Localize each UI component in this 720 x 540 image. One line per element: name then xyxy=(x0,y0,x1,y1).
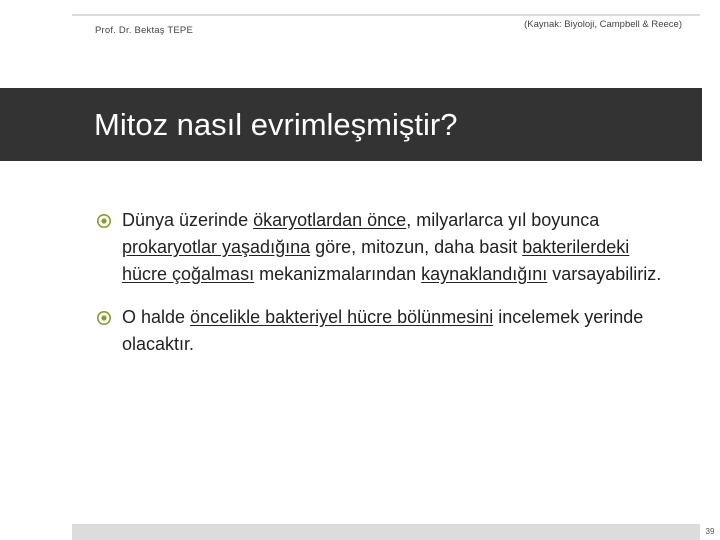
bullet-text-underlined: bakterilerdeki hücre çoğalması xyxy=(122,237,630,284)
bullet-item xyxy=(96,304,676,358)
header-band xyxy=(72,14,700,16)
bullet-text-segment: incelemek yerinde olacaktır. xyxy=(122,307,644,354)
bullet-text-underlined: öncelikle bakteriyel hücre bölünmesini xyxy=(190,307,494,327)
circle-dot-bullet-icon xyxy=(96,310,112,326)
bullet-text-underlined: prokaryotlar yaşadığına xyxy=(122,237,311,257)
bullet-text-segment: Dünya üzerinde xyxy=(122,210,254,230)
bullet-text-segment: mekanizmalarından xyxy=(254,264,422,284)
bullet-text-segment: , milyarlarca yıl boyunca xyxy=(406,210,600,230)
bullet-text-segment: varsayabiliriz. xyxy=(547,264,662,284)
footer-band xyxy=(72,524,700,540)
bullet-text-underlined: kaynaklandığını xyxy=(421,264,548,284)
bullet-text-segment: göre, mitozun, daha basit xyxy=(310,237,523,257)
source-citation: (Kaynak: Biyoloji, Campbell & Reece) xyxy=(524,19,682,30)
page-number: 39 xyxy=(705,527,715,536)
bullet-item xyxy=(96,207,676,288)
author-label: Prof. Dr. Bektaş TEPE xyxy=(95,25,194,36)
circle-dot-bullet-icon xyxy=(96,213,112,229)
bullet-list xyxy=(96,207,676,358)
slide-title: Mitoz nasıl evrimleşmiştir? xyxy=(94,107,458,142)
bullet-text-segment: O halde xyxy=(122,307,191,327)
bullet-text-underlined: ökaryotlardan önce xyxy=(253,210,407,230)
